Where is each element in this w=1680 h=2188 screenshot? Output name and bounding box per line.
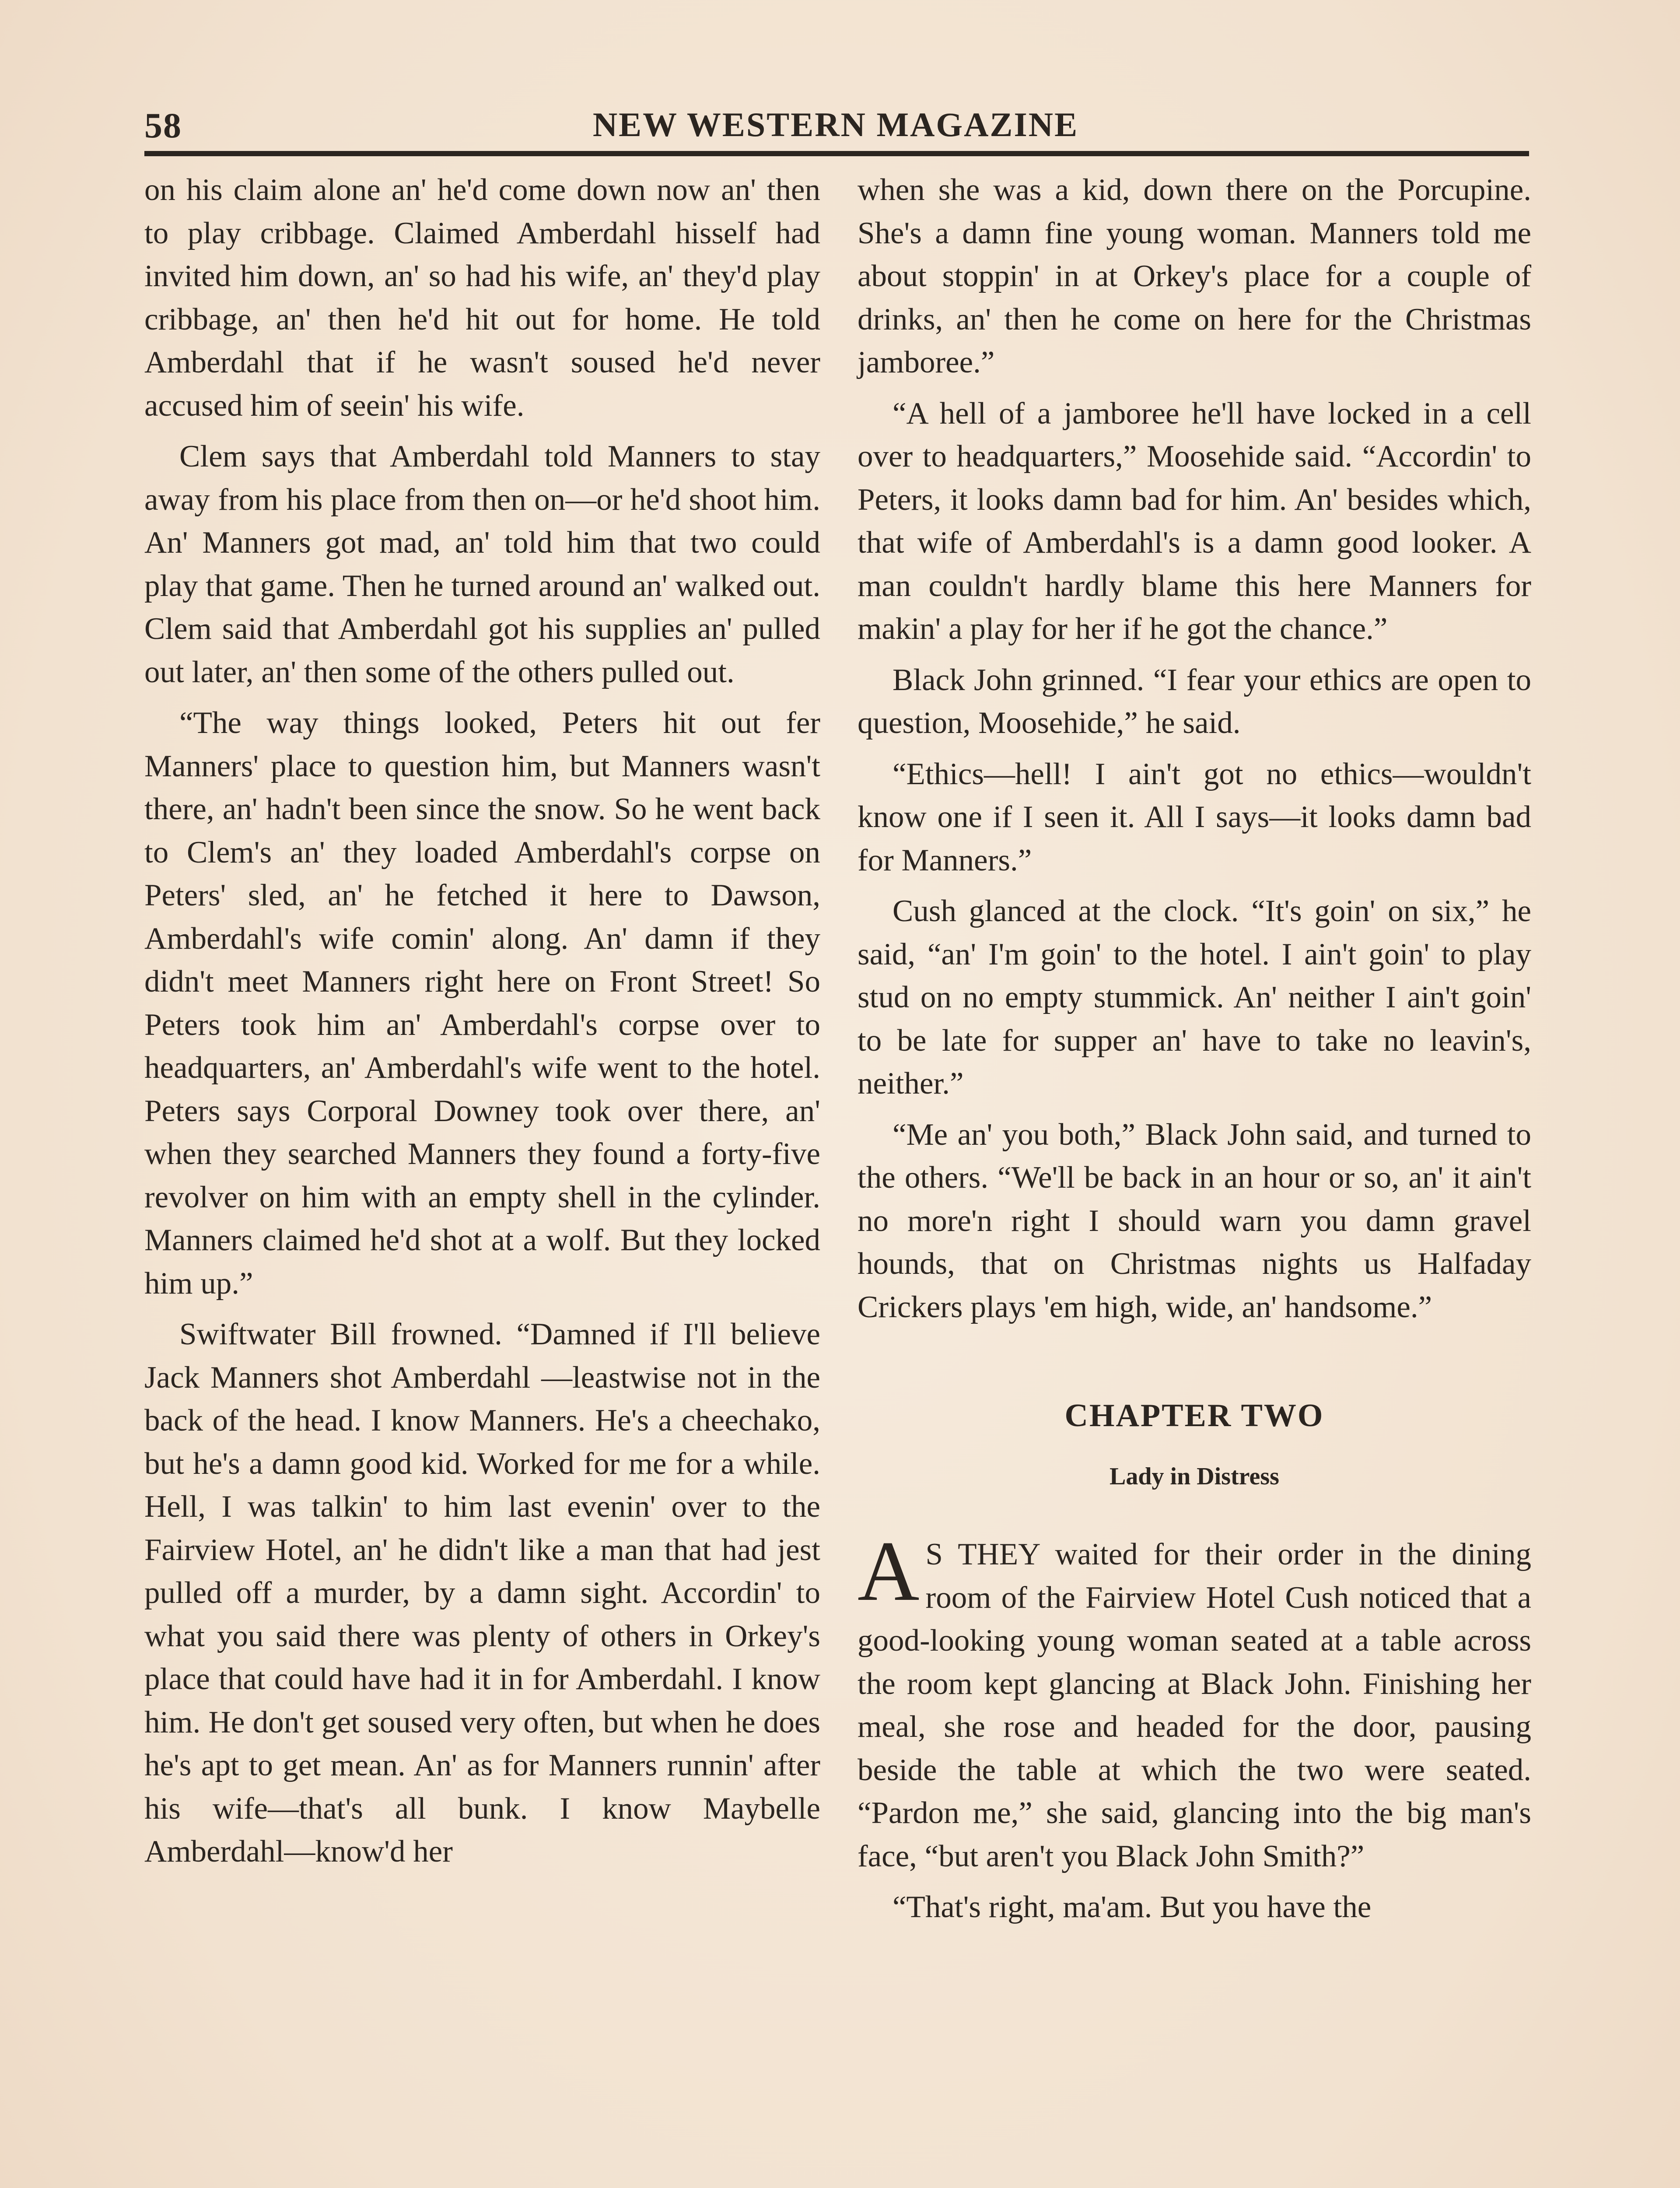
page-number: 58 (144, 105, 182, 145)
running-head: NEW WESTERN MAGAZINE (592, 105, 1079, 144)
paragraph-text: S THEY waited for their order in the dining room of the Fairview Hotel Cush noticed that a good-looking young woman seated at a table across the room kept glancing at Black John. Finishing her meal, she rose and headed for the door, pausing beside the table at which the two were seated. “Pardon me,” she said, glancing into the big man's face, “but aren't you Black John Smith?” (858, 1537, 1531, 1873)
paragraph: on his claim alone an' he'd come down now an' then to play cribbage. Claimed Amberdahl hisself had invited him down, an' so had his wife, an' they'd play cribbage, an' then he'd hit out for home. He told Amberdahl that if he wasn't soused he'd never accused him of seein' his wife. (144, 173, 820, 423)
paragraph: “The way things looked, Peters hit out fer Manners' place to question him, but Manners wasn't there, an' hadn't been since the snow. So he went back to Clem's an' they loaded Amberdahl's corpse on Peters' sled, an' he fetched it here to Dawson, Amberdahl's wife comin' along. An' damn if they didn't meet Manners right here on Front Street! So Peters took him an' Amberdahl's corpse over to headquarters, an' Amberdahl's wife went to the hotel. Peters says Corporal Downey took over there, an' when they searched Manners they found a forty-five revolver on him with an empty shell in the cylinder. Manners claimed he'd shot at a wolf. But they locked him up.” (144, 706, 820, 1301)
right-column (858, 168, 1531, 1937)
paragraph: Clem says that Amberdahl told Manners to stay away from his place from then on—or he'd shoot him. An' Manners got mad, an' told him that two could play that game. Then he turned around an' walked out. Clem said that Amberdahl got his supplies an' pulled out later, an' then some of the others pulled out. (144, 439, 820, 689)
paragraph: when she was a kid, down there on the Porcupine. She's a damn fine young woman. Manners told me about stoppin' in at Orkey's place for a couple of drinks, an' then he come on here for the Christmas jamboree.” (858, 173, 1531, 379)
paragraph: Swiftwater Bill frowned. “Damned if I'll believe Jack Manners shot Amberdahl —leastwise not in the back of the head. I know Manners. He's a cheechako, but he's a damn good kid. Worked for me for a while. Hell, I was talkin' to him last evenin' over to the Fairview Hotel, an' he didn't like a man that had jest pulled off a murder, by a damn sight. Accordin' to what you said there was plenty of others in Orkey's place that could have had it in for Amberdahl. I know him. He don't get soused very often, but when he does he's apt to get mean. An' as for Manners runnin' after his wife—that's all bunk. I know Maybelle Amberdahl—know'd her (144, 1317, 820, 1869)
paragraph: “A hell of a jamboree he'll have locked in a cell over to headquarters,” Moosehide said. “Accordin' to Peters, it looks damn bad for him. An' besides which, that wife of Amberdahl's is a damn good looker. A man couldn't hardly blame this here Manners for makin' a play for her if he got the chance.” (858, 396, 1531, 646)
left-column (144, 168, 820, 1881)
page-header (144, 101, 1527, 149)
drop-cap: A (858, 1524, 920, 1619)
paragraph: Black John grinned. “I fear your ethics are open to question, Moosehide,” he said. (858, 663, 1531, 740)
paragraph: “Ethics—hell! I ain't got no ethics—wouldn't know one if I seen it. All I says—it looks damn bad for Manners.” (858, 757, 1531, 877)
header-rule (144, 151, 1529, 156)
chapter-opening-paragraph (858, 1524, 1531, 1878)
paragraph: “That's right, ma'am. But you have the (892, 1890, 1372, 1924)
chapter-title: CHAPTER TWO (1064, 1398, 1324, 1434)
paragraph: Cush glanced at the clock. “It's goin' on six,” he said, “an' I'm goin' to the hotel. I ain't goin' to play stud on no empty stummick. An' neither I ain't goin' to be late for supper an' have to take no leavin's, neither.” (858, 894, 1531, 1101)
chapter-subtitle: Lady in Distress (1110, 1462, 1279, 1490)
paragraph: “Me an' you both,” Black John said, and turned to the others. “We'll be back in an hour or so, an' it ain't no more'n right I should warn you damn gravel hounds, that on Christmas nights us Halfaday Crickers plays 'em high, wide, an' handsome.” (858, 1117, 1531, 1324)
